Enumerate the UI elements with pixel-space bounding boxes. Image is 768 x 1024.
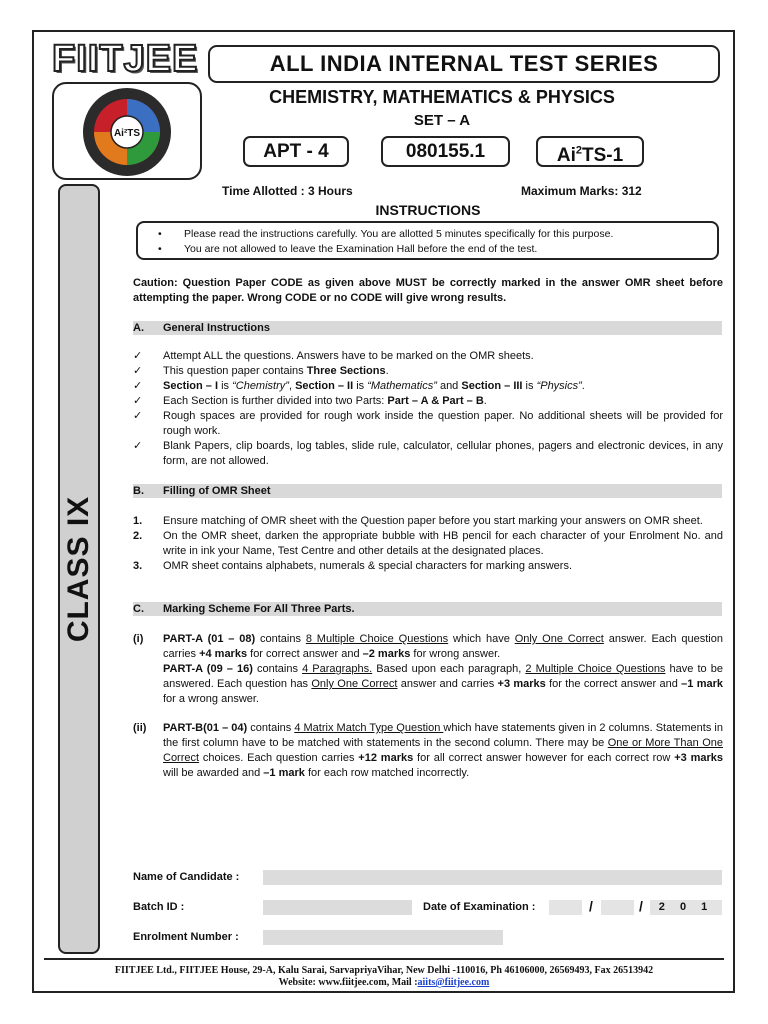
list-item: ✓ Attempt ALL the questions. Answers have to be marked on the OMR sheets.	[133, 350, 534, 362]
list-item: ✓ Rough spaces are provided for rough work inside the question paper. No additional sheets will be provided for rough work.	[133, 410, 723, 437]
list-item: (i) PART-A (01 – 08) contains 8 Multiple Choice Questions which have Only One Correct answer. Each question carries +4 marks for correct answer and –2 marks for wrong answer. PART-A (09 – 16) contains 4 Paragraphs. Based upon each paragraph, 2 Multiple Choice Questions have to be answered. Each question has Only One Correct answer and carries +3 marks for the correct answer and –1 mark for a wrong answer.	[133, 633, 724, 705]
list-item: ✓ This question paper contains Three Sections.	[133, 365, 389, 377]
maximum-marks: Maximum Marks: 312	[521, 184, 642, 198]
list-item: 3. OMR sheet contains alphabets, numerals & special characters for marking answers.	[133, 560, 573, 572]
section-c-header: C. Marking Scheme For All Three Parts.	[133, 602, 722, 616]
paper-code: APT - 4	[263, 141, 329, 162]
check-icon: ✓	[133, 350, 143, 362]
aits-emblem-icon	[54, 84, 200, 178]
section-a-header: A. General Instructions	[133, 321, 722, 335]
enrolment-label: Enrolment Number :	[133, 931, 239, 943]
question-code-box	[381, 136, 510, 167]
date-separator: /	[589, 898, 593, 914]
series-code: Ai$^2$TS-1	[556, 145, 624, 167]
note-item: • You are not allowed to leave the Examination Hall before the end of the test.	[158, 243, 538, 255]
date-separator: /	[639, 898, 643, 914]
marking-scheme-ii	[133, 721, 723, 781]
class-sidebar	[58, 184, 100, 954]
general-instructions-list	[133, 349, 723, 469]
list-item: ✓ Section – I is “Chemistry”, Section – II is “Mathematics” and Section – III is “Physics”.	[133, 380, 585, 392]
batch-id-label: Batch ID :	[133, 901, 185, 913]
date-year-field[interactable]: 2 0 1	[650, 900, 722, 915]
list-item: ✓ Blank Papers, clip boards, log tables, slide rule, calculator, cellular phones, pagers and electronic devices, in any form, are not allowed.	[133, 440, 723, 467]
candidate-name-label: Name of Candidate :	[133, 871, 240, 883]
aits-badge	[52, 82, 202, 180]
badge-center-text: Ai²TS	[113, 128, 141, 139]
date-label: Date of Examination :	[423, 901, 536, 913]
class-label: CLASS IX	[62, 495, 95, 643]
set-label: SET – A	[413, 112, 471, 129]
email-link[interactable]: aiits@fiitjee.com	[417, 977, 490, 988]
footer-address: FIITJEE Ltd., FIITJEE House, 29-A, Kalu Sarai, SarvapriyaVihar, New Delhi -110016, Ph 46106000, 26569493, Fax 26513942	[114, 965, 654, 976]
fiitjee-logo: FIITJEE	[52, 38, 199, 80]
footer-contact: Website: www.fiitjee.com, Mail :aiits@fiitjee.com	[278, 977, 490, 988]
batch-id-field[interactable]	[263, 900, 412, 915]
check-icon: ✓	[133, 440, 143, 452]
candidate-name-field[interactable]	[263, 870, 722, 885]
notes-box	[136, 221, 719, 260]
bullet-icon: •	[158, 243, 162, 255]
check-icon: ✓	[133, 395, 143, 407]
list-item: 1. Ensure matching of OMR sheet with the Question paper before you start marking your answers on OMR sheet.	[133, 515, 703, 527]
check-icon: ✓	[133, 410, 143, 422]
subjects-heading: CHEMISTRY, MATHEMATICS & PHYSICS	[269, 87, 615, 107]
list-item: 2. On the OMR sheet, darken the appropriate bubble with HB pencil for each character of your Enrolment No. and write in ink your Name, Test Centre and other details at the designated places.	[133, 530, 723, 557]
bullet-icon: •	[158, 228, 162, 240]
section-b-header: B. Filling of OMR Sheet	[133, 484, 722, 498]
enrolment-field[interactable]	[263, 930, 503, 945]
footer-divider	[44, 958, 724, 960]
question-code: 080155.1	[405, 141, 486, 162]
marking-scheme-i	[133, 632, 723, 707]
check-icon: ✓	[133, 365, 143, 377]
check-icon: ✓	[133, 380, 143, 392]
omr-instructions-list	[133, 514, 723, 574]
series-code-box	[536, 136, 644, 167]
time-allotted: Time Allotted : 3 Hours	[222, 184, 353, 198]
instructions-heading: INSTRUCTIONS	[375, 202, 481, 218]
list-item: (ii) PART-B(01 – 04) contains 4 Matrix Match Type Question which have statements given in 2 columns. Statements in the first column have to be matched with statements in the second column. There may be One or More Than One Correct choices. Each question carries +12 marks for all correct answer however for each correct row +3 marks will be awarded and –1 mark for each row matched incorrectly.	[133, 722, 724, 779]
note-item: • Please read the instructions carefully. You are allotted 5 minutes specifically for this purpose.	[158, 228, 614, 240]
date-month-field[interactable]	[601, 900, 634, 915]
test-series-title: ALL INDIA INTERNAL TEST SERIES	[208, 45, 720, 83]
date-day-field[interactable]	[549, 900, 582, 915]
caution-text: Caution: Question Paper CODE as given above MUST be correctly marked in the answer OMR sheet before attempting the paper. Wrong CODE or no CODE will give wrong results.	[133, 277, 723, 304]
list-item: ✓ Each Section is further divided into two Parts: Part – A & Part – B.	[133, 395, 487, 407]
paper-code-box	[243, 136, 349, 167]
